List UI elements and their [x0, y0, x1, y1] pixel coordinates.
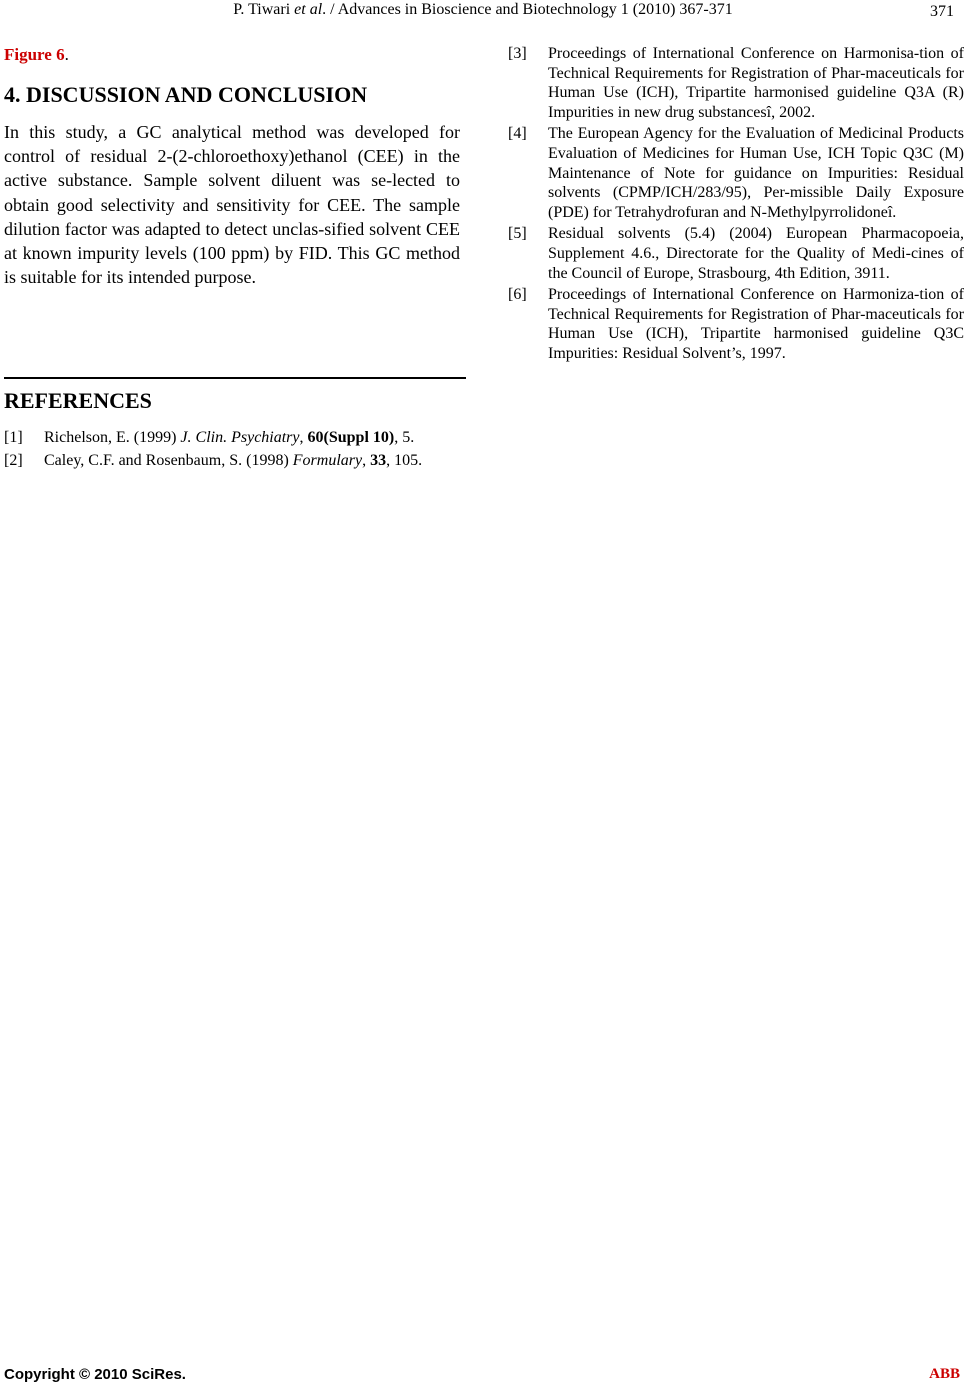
reference-item [508, 285, 964, 363]
reference-text: Richelson, E. (1999) J. Clin. Psychiatry, 60(Suppl 10), 5. [44, 429, 415, 446]
reference-text: Caley, C.F. and Rosenbaum, S. (1998) Formulary, 33, 105. [44, 451, 423, 469]
copyright-notice: Copyright © 2010 SciRes. [4, 1366, 186, 1383]
journal-abbreviation: ABB [929, 1366, 960, 1382]
references-heading: REFERENCES [4, 388, 152, 413]
page-number: 371 [930, 3, 954, 20]
reference-item [508, 124, 964, 222]
reference-number: [1] [4, 429, 23, 446]
figure-reference: Figure 6. [4, 45, 69, 64]
reference-item [4, 428, 460, 448]
reference-number: [2] [4, 451, 23, 469]
reference-text: The European Agency for the Evaluation of Medicinal Products Evaluation of Medicines for Human Use, ICH Topic Q3C (M) Maintenance of Note for guidance on Impurities: Residual solvents (CPMP/ICH/283/95), Per-missible Daily Exposure (PDE) for Tetrahydrofuran and N-Methylpyrrolidoneî. [548, 125, 964, 221]
reference-text: Residual solvents (5.4) (2004) European Pharmacopoeia, Supplement 4.6., Directorate for the Quality of Medi-cines of the Council of Europe, Strasbourg, 4th Edition, 3911. [548, 225, 964, 282]
reference-number: [6] [508, 286, 527, 304]
reference-text: Proceedings of International Conference on Harmonisa-tion of Technical Requirements for Registration of Phar-maceuticals for Human Use (ICH), Tripartite harmonised guideline Q3A (R) Impurities in new drug substancesî, 2002. [548, 45, 964, 121]
discussion-paragraph: In this study, a GC analytical method was developed for control of residual 2-(2-chloroethoxy)ethanol (CEE) in the active substance. Sample solvent diluent was se-lected to obtain good selectivity and sensitivity for CEE. The sample dilution factor was adapted to detect unclas-sified solvent CEE at known impurity levels (100 ppm) by FID. This GC method is suitable for its intended purpose. [4, 122, 460, 288]
section-divider [4, 377, 466, 379]
page-footer [0, 1366, 966, 1386]
reference-item [508, 44, 964, 122]
page-header [0, 0, 966, 28]
discussion-heading: 4. DISCUSSION AND CONCLUSION [4, 82, 368, 107]
reference-number: [3] [508, 45, 527, 62]
references-list-left [4, 428, 460, 473]
reference-item [4, 451, 460, 471]
right-column [508, 44, 964, 366]
reference-number: [5] [508, 225, 527, 243]
left-column [4, 44, 460, 469]
figure-link[interactable]: Figure 6 [4, 45, 65, 64]
running-head: P. Tiwari et al. / Advances in Bioscience and Biotechnology 1 (2010) 367-371 [233, 1, 733, 18]
reference-text: Proceedings of International Conference on Harmoniza-tion of Technical Requirements for Registration of Phar-maceuticals for Human Use (ICH), Tripartite harmonised guideline Q3C Impurities: Residual Solvent’s, 1997. [548, 286, 964, 362]
reference-number: [4] [508, 125, 527, 143]
reference-item [508, 224, 964, 283]
